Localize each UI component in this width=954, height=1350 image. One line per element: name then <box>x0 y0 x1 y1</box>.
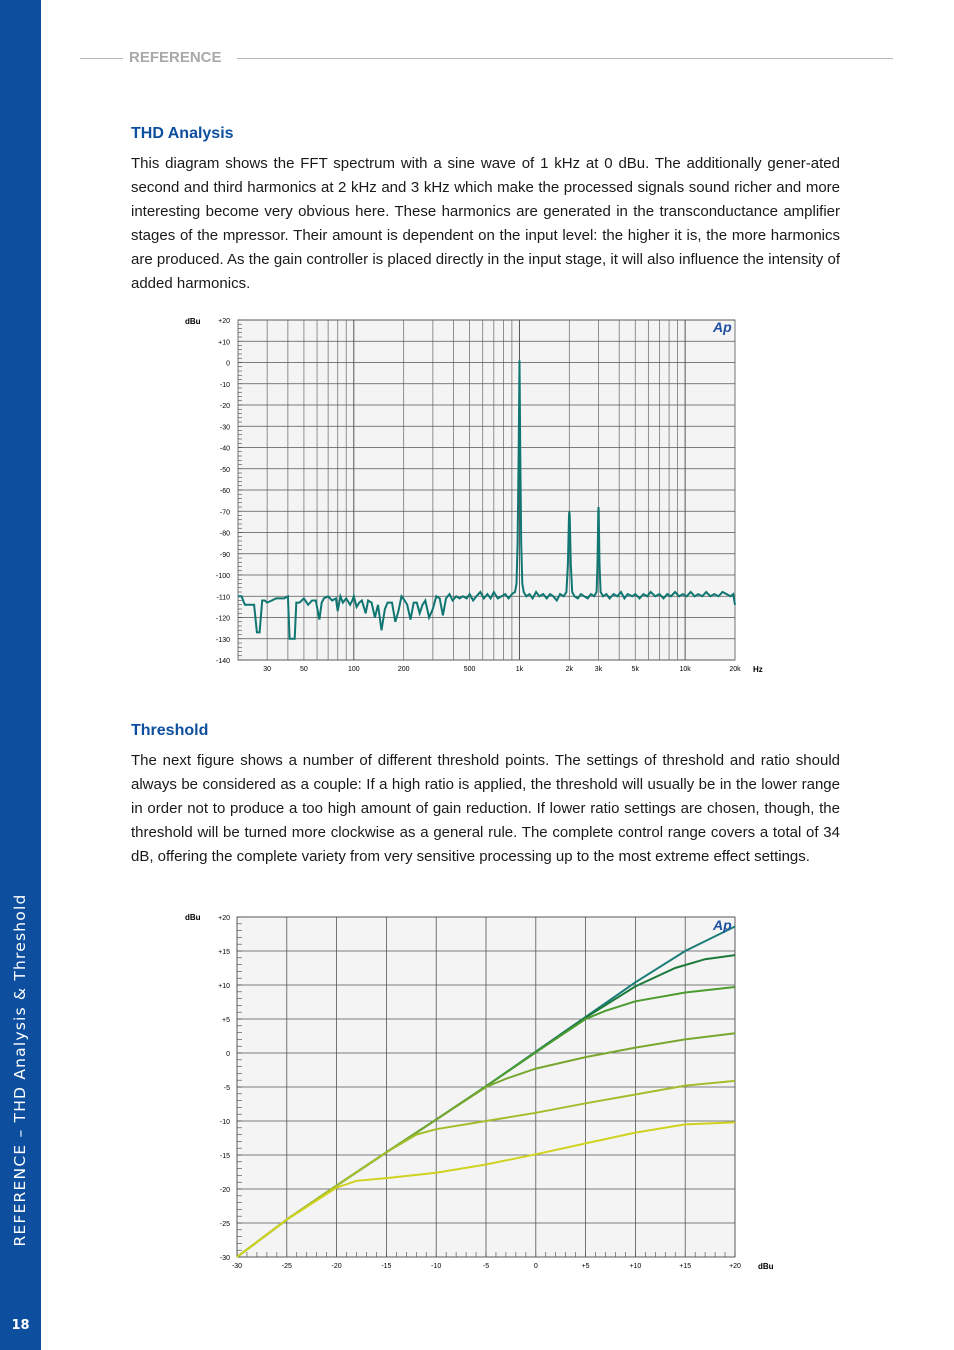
y-tick-label: +20 <box>218 318 230 325</box>
y-tick-label: -110 <box>216 594 230 602</box>
x-tick-label: -5 <box>482 1263 490 1270</box>
x-tick-label: 500 <box>463 666 476 673</box>
x-tick-label: 3k <box>594 666 603 673</box>
y-tick-label: -15 <box>219 1153 230 1160</box>
y-tick-label: +20 <box>218 915 230 922</box>
x-tick-label: 10k <box>679 666 691 673</box>
y-tick-label: -50 <box>219 466 230 474</box>
x-tick-label: +15 <box>679 1263 692 1270</box>
x-tick-label: +5 <box>581 1263 590 1270</box>
y-tick-label: -90 <box>219 551 230 559</box>
thd-paragraph: This diagram shows the FFT spectrum with a sine wave of 1 kHz at 0 dBu. The additionally gener-ated second and third harmonics at 2 kHz and 3 kHz which make the processed signals sound richer and more interesting become very obvious here. These harmonics are generated in the transconductance amplifier stages of the mpressor. Their amount is dependent on the input level: the higher it is, the more harmonics are produced. As the gain controller is placed directly in the input stage, it will also influence the intensity of added harmonics. <box>131 155 840 292</box>
x-axis-label: Hz <box>753 665 763 674</box>
x-tick-label: 5k <box>631 666 639 673</box>
y-tick-label: -10 <box>219 381 230 389</box>
ap-logo: Ap <box>713 319 732 335</box>
y-tick-label: -40 <box>219 445 230 453</box>
x-axis-label: dBu <box>758 1262 774 1271</box>
thd-heading: THD Analysis <box>131 125 234 142</box>
y-tick-label: 0 <box>226 1051 230 1058</box>
y-axis-label: dBu <box>185 913 201 922</box>
ap-logo: Ap <box>713 917 732 933</box>
x-tick-label: 100 <box>347 666 360 673</box>
x-tick-label: -10 <box>431 1263 442 1270</box>
x-tick-label: -30 <box>231 1263 243 1270</box>
y-tick-label: -120 <box>215 615 230 623</box>
x-tick-label: 30 <box>263 666 272 673</box>
y-tick-label: +5 <box>222 1017 230 1024</box>
y-tick-label: -10 <box>219 1119 230 1126</box>
fft-spectrum-chart <box>180 310 780 680</box>
sidebar <box>0 0 41 1350</box>
x-tick-labels <box>263 666 741 673</box>
y-tick-labels <box>216 318 230 665</box>
y-tick-label: -25 <box>219 1221 230 1228</box>
x-tick-label: 20k <box>729 666 741 673</box>
threshold-heading: Threshold <box>131 722 209 739</box>
x-tick-label: 0 <box>533 1263 538 1270</box>
threshold-chart <box>180 907 780 1277</box>
header-rule-left <box>80 58 123 59</box>
y-tick-label: 0 <box>226 360 230 368</box>
header-label: REFERENCE <box>129 49 222 66</box>
x-tick-label: 50 <box>300 666 308 673</box>
y-tick-label: -80 <box>219 530 230 538</box>
y-tick-label: -20 <box>219 1187 230 1194</box>
x-tick-label: -20 <box>331 1263 342 1270</box>
x-tick-label: -25 <box>281 1263 292 1270</box>
x-tick-label: 2k <box>565 666 574 673</box>
y-tick-label: +15 <box>218 949 230 956</box>
y-tick-label: -100 <box>215 573 230 580</box>
y-tick-label: -30 <box>219 1255 230 1262</box>
y-tick-labels <box>218 915 230 1262</box>
y-tick-label: -30 <box>219 424 230 432</box>
y-tick-label: -20 <box>219 403 230 410</box>
page-number: 18 <box>11 1318 30 1333</box>
y-tick-label: +10 <box>218 339 230 347</box>
y-axis-label: dBu <box>185 317 201 326</box>
threshold-paragraph: The next figure shows a number of different threshold points. The settings of threshold and ratio should always be considered as a couple: If a high ratio is applied, the threshold will usually be in the lower range in order not to produce a too high amount of gain reduction. If lower ratio settings are chosen, though, the threshold will be turned more clockwise as a general rule. The complete control range covers a total of 34 dB, offering the complete variety from very sensitive processing up to the most extreme effect settings. <box>131 752 840 865</box>
x-tick-label: +20 <box>729 1263 741 1270</box>
x-tick-label: 200 <box>397 666 410 673</box>
x-tick-label: -15 <box>381 1263 392 1270</box>
y-tick-label: -5 <box>223 1085 230 1092</box>
x-tick-labels <box>232 1263 741 1270</box>
header-rule-right <box>237 58 893 59</box>
y-tick-label: -60 <box>219 488 230 495</box>
y-tick-label: -130 <box>215 636 230 644</box>
x-tick-label: 1k <box>515 666 524 673</box>
y-tick-label: -140 <box>215 658 230 665</box>
y-tick-label: -70 <box>219 509 230 517</box>
x-tick-label: +10 <box>629 1263 642 1270</box>
y-tick-label: +10 <box>218 983 230 990</box>
sidebar-title: REFERENCE – THD Analysis & Threshold <box>11 893 29 1247</box>
